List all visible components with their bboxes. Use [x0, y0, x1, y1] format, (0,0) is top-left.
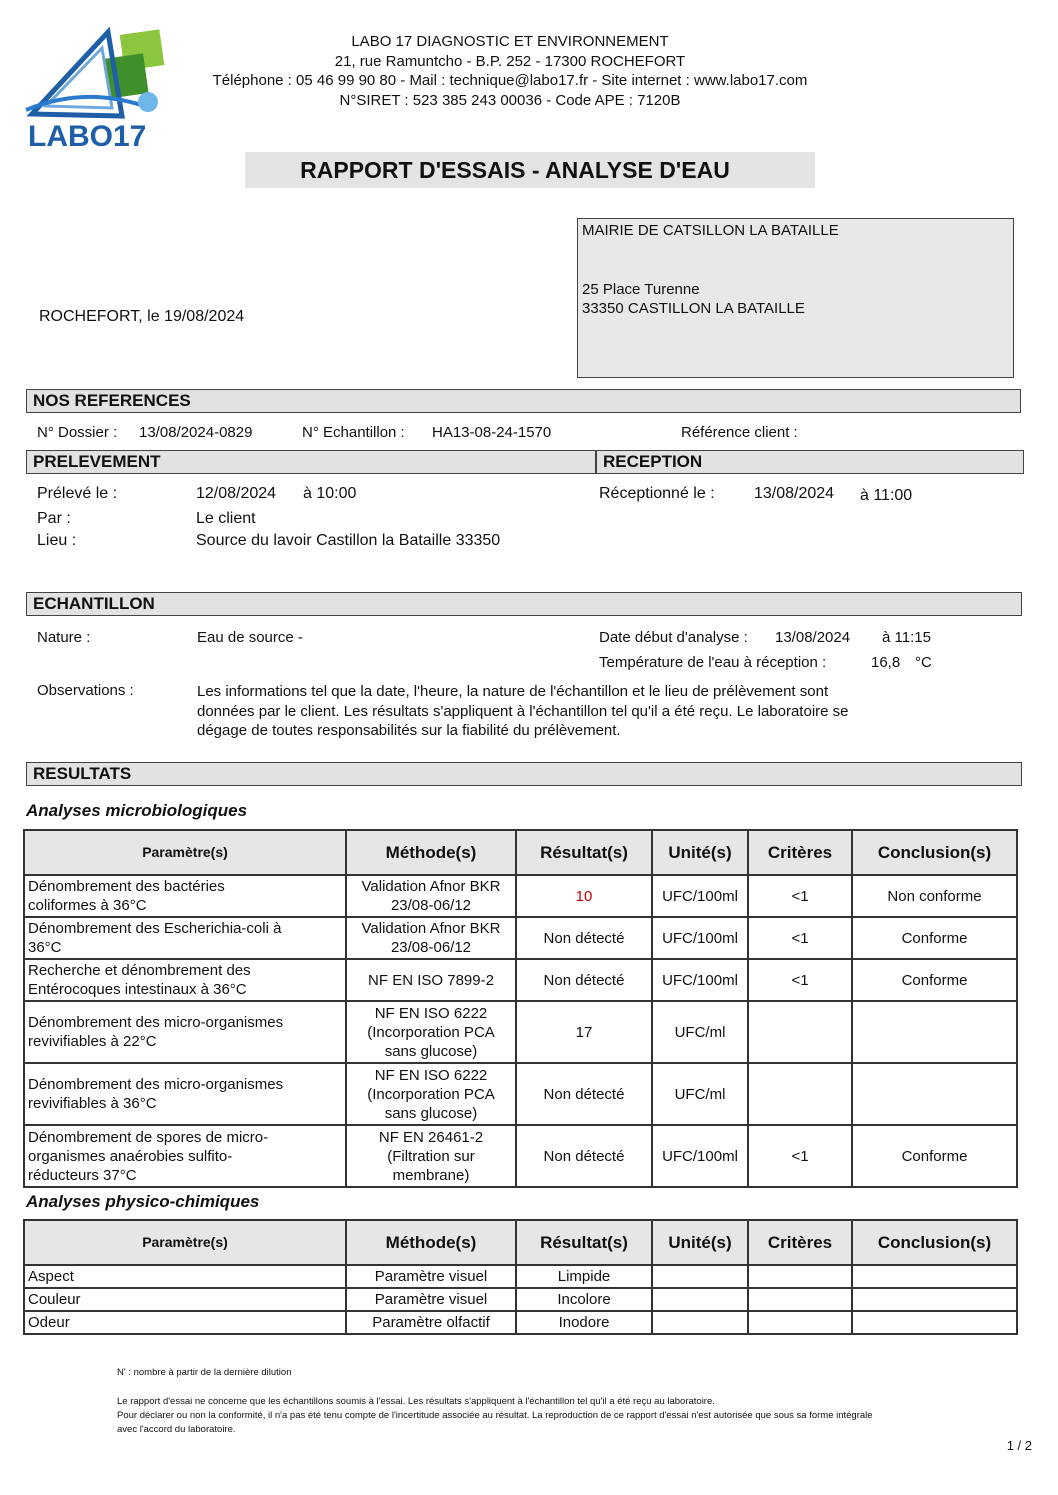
reception-date: 13/08/2024: [754, 485, 835, 502]
table-row: [24, 875, 1017, 917]
cell-conclusion: [852, 1311, 1017, 1334]
cell-parametre: [24, 875, 346, 917]
cell-resultat: 10: [516, 875, 652, 917]
micro-results-table: [23, 829, 1018, 1188]
table-row: [24, 1063, 1017, 1125]
company-address: 21, rue Ramuntcho - B.P. 252 - 17300 ROCHEFORT: [334, 52, 686, 70]
table-row: [24, 1311, 1017, 1334]
cell-unite: UFC/100ml: [652, 959, 748, 1001]
table-row: [24, 1288, 1017, 1311]
col-header-conclusion: Conclusion(s): [852, 1220, 1017, 1265]
col-header-parametre: Paramètre(s): [24, 830, 346, 875]
cell-criteres: [748, 1001, 852, 1063]
cell-resultat: Non détecté: [516, 1063, 652, 1125]
cell-parametre: [24, 917, 346, 959]
cell-criteria: [748, 1311, 852, 1334]
temperature-value: 16,8: [871, 654, 901, 671]
par-value: Le client: [196, 510, 256, 527]
col-header-methode: Méthode(s): [346, 830, 516, 875]
cell-unite: UFC/100ml: [652, 875, 748, 917]
nature-label: Nature :: [37, 629, 91, 646]
methode-line: Validation Afnor BKR: [361, 878, 501, 895]
col-header-conclusion: Conclusion(s): [852, 830, 1017, 875]
cell-method: Paramètre visuel: [346, 1265, 516, 1288]
section-prelevement: PRELEVEMENT: [26, 450, 596, 474]
cell-conclusion: Non conforme: [852, 875, 1017, 917]
parametre-line: revivifiables à 36°C: [28, 1095, 157, 1112]
cell-resultat: Non détecté: [516, 959, 652, 1001]
dossier-label: N° Dossier :: [37, 424, 118, 441]
preleve-time: à 10:00: [303, 485, 357, 502]
place-date: ROCHEFORT, le 19/08/2024: [39, 308, 245, 325]
cell-resultat: Non détecté: [516, 917, 652, 959]
cell-parametre: [24, 1001, 346, 1063]
disclaimer-line: avec l'accord du laboratoire.: [117, 1424, 236, 1435]
observations-line: données par le client. Les résultats s'appliquent à l'échantillon tel qu'il a été reçu. Le laboratoire se: [197, 702, 849, 720]
observations-line: dégage de toutes responsabilités sur la fiabilité du prélèvement.: [197, 722, 621, 739]
parametre-line: Recherche et dénombrement des: [28, 962, 251, 979]
methode-line: (Incorporation PCA: [367, 1085, 495, 1103]
parametre-line: coliformes à 36°C: [28, 897, 147, 914]
col-header-parametre: Paramètre(s): [24, 1220, 346, 1265]
parametre-line: 36°C: [28, 939, 62, 956]
cell-conclusion: [852, 1288, 1017, 1311]
cell-unite: UFC/ml: [652, 1063, 748, 1125]
recipient-city: 33350 CASTILLON LA BATAILLE: [582, 300, 805, 317]
dossier-value: 13/08/2024-0829: [139, 424, 253, 441]
company-siret: N°SIRET : 523 385 243 00036 - Code APE : 7120B: [339, 91, 681, 109]
cell-result: Limpide: [516, 1265, 652, 1288]
table-row: [24, 1265, 1017, 1288]
cell-method: Paramètre olfactif: [346, 1311, 516, 1334]
section-echantillon: ECHANTILLON: [26, 592, 1022, 616]
cell-conclusion: Conforme: [852, 1125, 1017, 1187]
company-header: [150, 32, 870, 110]
micro-analyses-title: Analyses microbiologiques: [26, 801, 248, 820]
report-title: RAPPORT D'ESSAIS - ANALYSE D'EAU: [245, 152, 815, 188]
cell-result: Inodore: [516, 1311, 652, 1334]
physico-results-table: [23, 1219, 1018, 1335]
debut-analyse-time: à 11:15: [882, 629, 931, 646]
recipient-address-box: [577, 218, 1014, 378]
col-header-resultat: Résultat(s): [516, 1220, 652, 1265]
parametre-line: revivifiables à 22°C: [28, 1033, 157, 1050]
cell-method: Paramètre visuel: [346, 1288, 516, 1311]
cell-parametre: [24, 959, 346, 1001]
disclaimer-line: Le rapport d'essai ne concerne que les échantillons soumis à l'essai. Les résultats s'appliquent à l'échantillon tel qu'il a été reçu au laboratoire.: [117, 1396, 715, 1407]
parametre-line: Entérocoques intestinaux à 36°C: [28, 981, 247, 998]
cell-unite: UFC/100ml: [652, 917, 748, 959]
col-header-criteres: Critères: [748, 1220, 852, 1265]
cell-conclusion: [852, 1063, 1017, 1125]
observations-label: Observations :: [37, 682, 134, 699]
col-header-methode: Méthode(s): [346, 1220, 516, 1265]
recipient-name: MAIRIE DE CATSILLON LA BATAILLE: [582, 222, 839, 239]
cell-methode: [346, 1001, 516, 1063]
cell-conclusion: Conforme: [852, 959, 1017, 1001]
cell-parametre: [24, 1063, 346, 1125]
section-resultats: RESULTATS: [26, 762, 1022, 786]
observations-text: [197, 682, 917, 741]
table-row: [24, 1125, 1017, 1187]
section-reception: RECEPTION: [596, 450, 1024, 474]
cell-unit: [652, 1311, 748, 1334]
table-row: [24, 917, 1017, 959]
methode-line: NF EN ISO 6222: [374, 1004, 488, 1022]
cell-result: Incolore: [516, 1288, 652, 1311]
cell-resultat: 17: [516, 1001, 652, 1063]
lieu-label: Lieu :: [37, 532, 77, 549]
client-ref-label: Référence client :: [681, 424, 798, 441]
disclaimer: [117, 1395, 997, 1437]
parametre-line: organismes anaérobies sulfito-: [28, 1147, 233, 1165]
methode-line: membrane): [392, 1166, 470, 1184]
col-header-unite: Unité(s): [652, 1220, 748, 1265]
preleve-date: 12/08/2024: [196, 485, 277, 502]
cell-methode: [346, 1063, 516, 1125]
parametre-line: Dénombrement des micro-organismes: [28, 1076, 284, 1093]
methode-line: (Filtration sur: [387, 1147, 475, 1165]
nature-value: Eau de source -: [197, 629, 303, 646]
cell-criteria: [748, 1265, 852, 1288]
table-row: [24, 959, 1017, 1001]
temperature-label: Température de l'eau à réception :: [599, 654, 827, 671]
disclaimer-line: Pour déclarer ou non la conformité, il n'a pas été tenu compte de l'incertitude associée au résultat. La reproduction de ce rapport d'essai n'est autorisée que sous sa forme intégrale: [117, 1410, 873, 1421]
methode-line: sans glucose): [384, 1104, 478, 1122]
parametre-line: Dénombrement des bactéries: [28, 878, 225, 895]
debut-analyse-date: 13/08/2024: [775, 629, 851, 646]
table-header-row: [24, 830, 1017, 875]
cell-unit: [652, 1265, 748, 1288]
dilution-note: N' : nombre à partir de la dernière dilution: [117, 1367, 292, 1378]
cell-conclusion: Conforme: [852, 917, 1017, 959]
cell-conclusion: [852, 1265, 1017, 1288]
table-row: [24, 1001, 1017, 1063]
methode-line: Validation Afnor BKR: [361, 920, 501, 937]
cell-methode: [346, 959, 516, 1001]
methode-line: NF EN ISO 7899-2: [368, 971, 494, 989]
cell-param: Couleur: [24, 1288, 346, 1311]
cell-criteres: <1: [748, 917, 852, 959]
cell-criteres: <1: [748, 875, 852, 917]
parametre-line: Dénombrement des micro-organismes: [28, 1014, 284, 1031]
echantillon-value: HA13-08-24-1570: [432, 424, 552, 441]
cell-param: Odeur: [24, 1311, 346, 1334]
cell-parametre: [24, 1125, 346, 1187]
temperature-unit: °C: [915, 654, 932, 671]
lieu-value: Source du lavoir Castillon la Bataille 33350: [196, 532, 501, 549]
cell-conclusion: [852, 1001, 1017, 1063]
echantillon-label: N° Echantillon :: [302, 424, 405, 441]
section-references: NOS REFERENCES: [26, 389, 1021, 413]
cell-unite: UFC/100ml: [652, 1125, 748, 1187]
methode-line: 23/08-06/12: [390, 939, 472, 956]
col-header-resultat: Résultat(s): [516, 830, 652, 875]
reception-label: Réceptionné le :: [599, 485, 715, 502]
methode-line: sans glucose): [384, 1042, 478, 1060]
preleve-label: Prélevé le :: [37, 485, 118, 502]
parametre-line: Dénombrement de spores de micro-: [28, 1128, 269, 1146]
company-name: LABO 17 DIAGNOSTIC ET ENVIRONNEMENT: [351, 33, 669, 50]
table-header-row: [24, 1220, 1017, 1265]
company-contact: Téléphone : 05 46 99 90 80 - Mail : technique@labo17.fr - Site internet : www.labo17.com: [212, 72, 808, 89]
page-number: 1 / 2: [1006, 1438, 1032, 1453]
cell-unite: UFC/ml: [652, 1001, 748, 1063]
debut-analyse-label: Date début d'analyse :: [599, 629, 748, 646]
parametre-line: Dénombrement des Escherichia-coli à: [28, 920, 282, 937]
methode-line: 23/08-06/12: [390, 897, 472, 914]
col-header-criteres: Critères: [748, 830, 852, 875]
cell-criteres: <1: [748, 1125, 852, 1187]
cell-criteres: <1: [748, 959, 852, 1001]
cell-methode: [346, 917, 516, 959]
observations-line: Les informations tel que la date, l'heure, la nature de l'échantillon et le lieu de prélèvement sont: [197, 683, 829, 700]
svg-text:LABO17: LABO17: [28, 120, 147, 153]
cell-resultat: Non détecté: [516, 1125, 652, 1187]
cell-criteres: [748, 1063, 852, 1125]
methode-line: NF EN ISO 6222: [374, 1066, 488, 1084]
parametre-line: réducteurs 37°C: [28, 1166, 137, 1184]
cell-param: Aspect: [24, 1265, 346, 1288]
col-header-unite: Unité(s): [652, 830, 748, 875]
recipient-street: 25 Place Turenne: [582, 280, 700, 298]
reception-time: à 11:00: [860, 487, 913, 504]
cell-criteria: [748, 1288, 852, 1311]
physico-analyses-title: Analyses physico-chimiques: [26, 1192, 260, 1211]
par-label: Par :: [37, 510, 71, 527]
cell-methode: [346, 875, 516, 917]
methode-line: (Incorporation PCA: [367, 1023, 495, 1041]
cell-unit: [652, 1288, 748, 1311]
methode-line: NF EN 26461-2: [378, 1128, 484, 1146]
cell-methode: [346, 1125, 516, 1187]
